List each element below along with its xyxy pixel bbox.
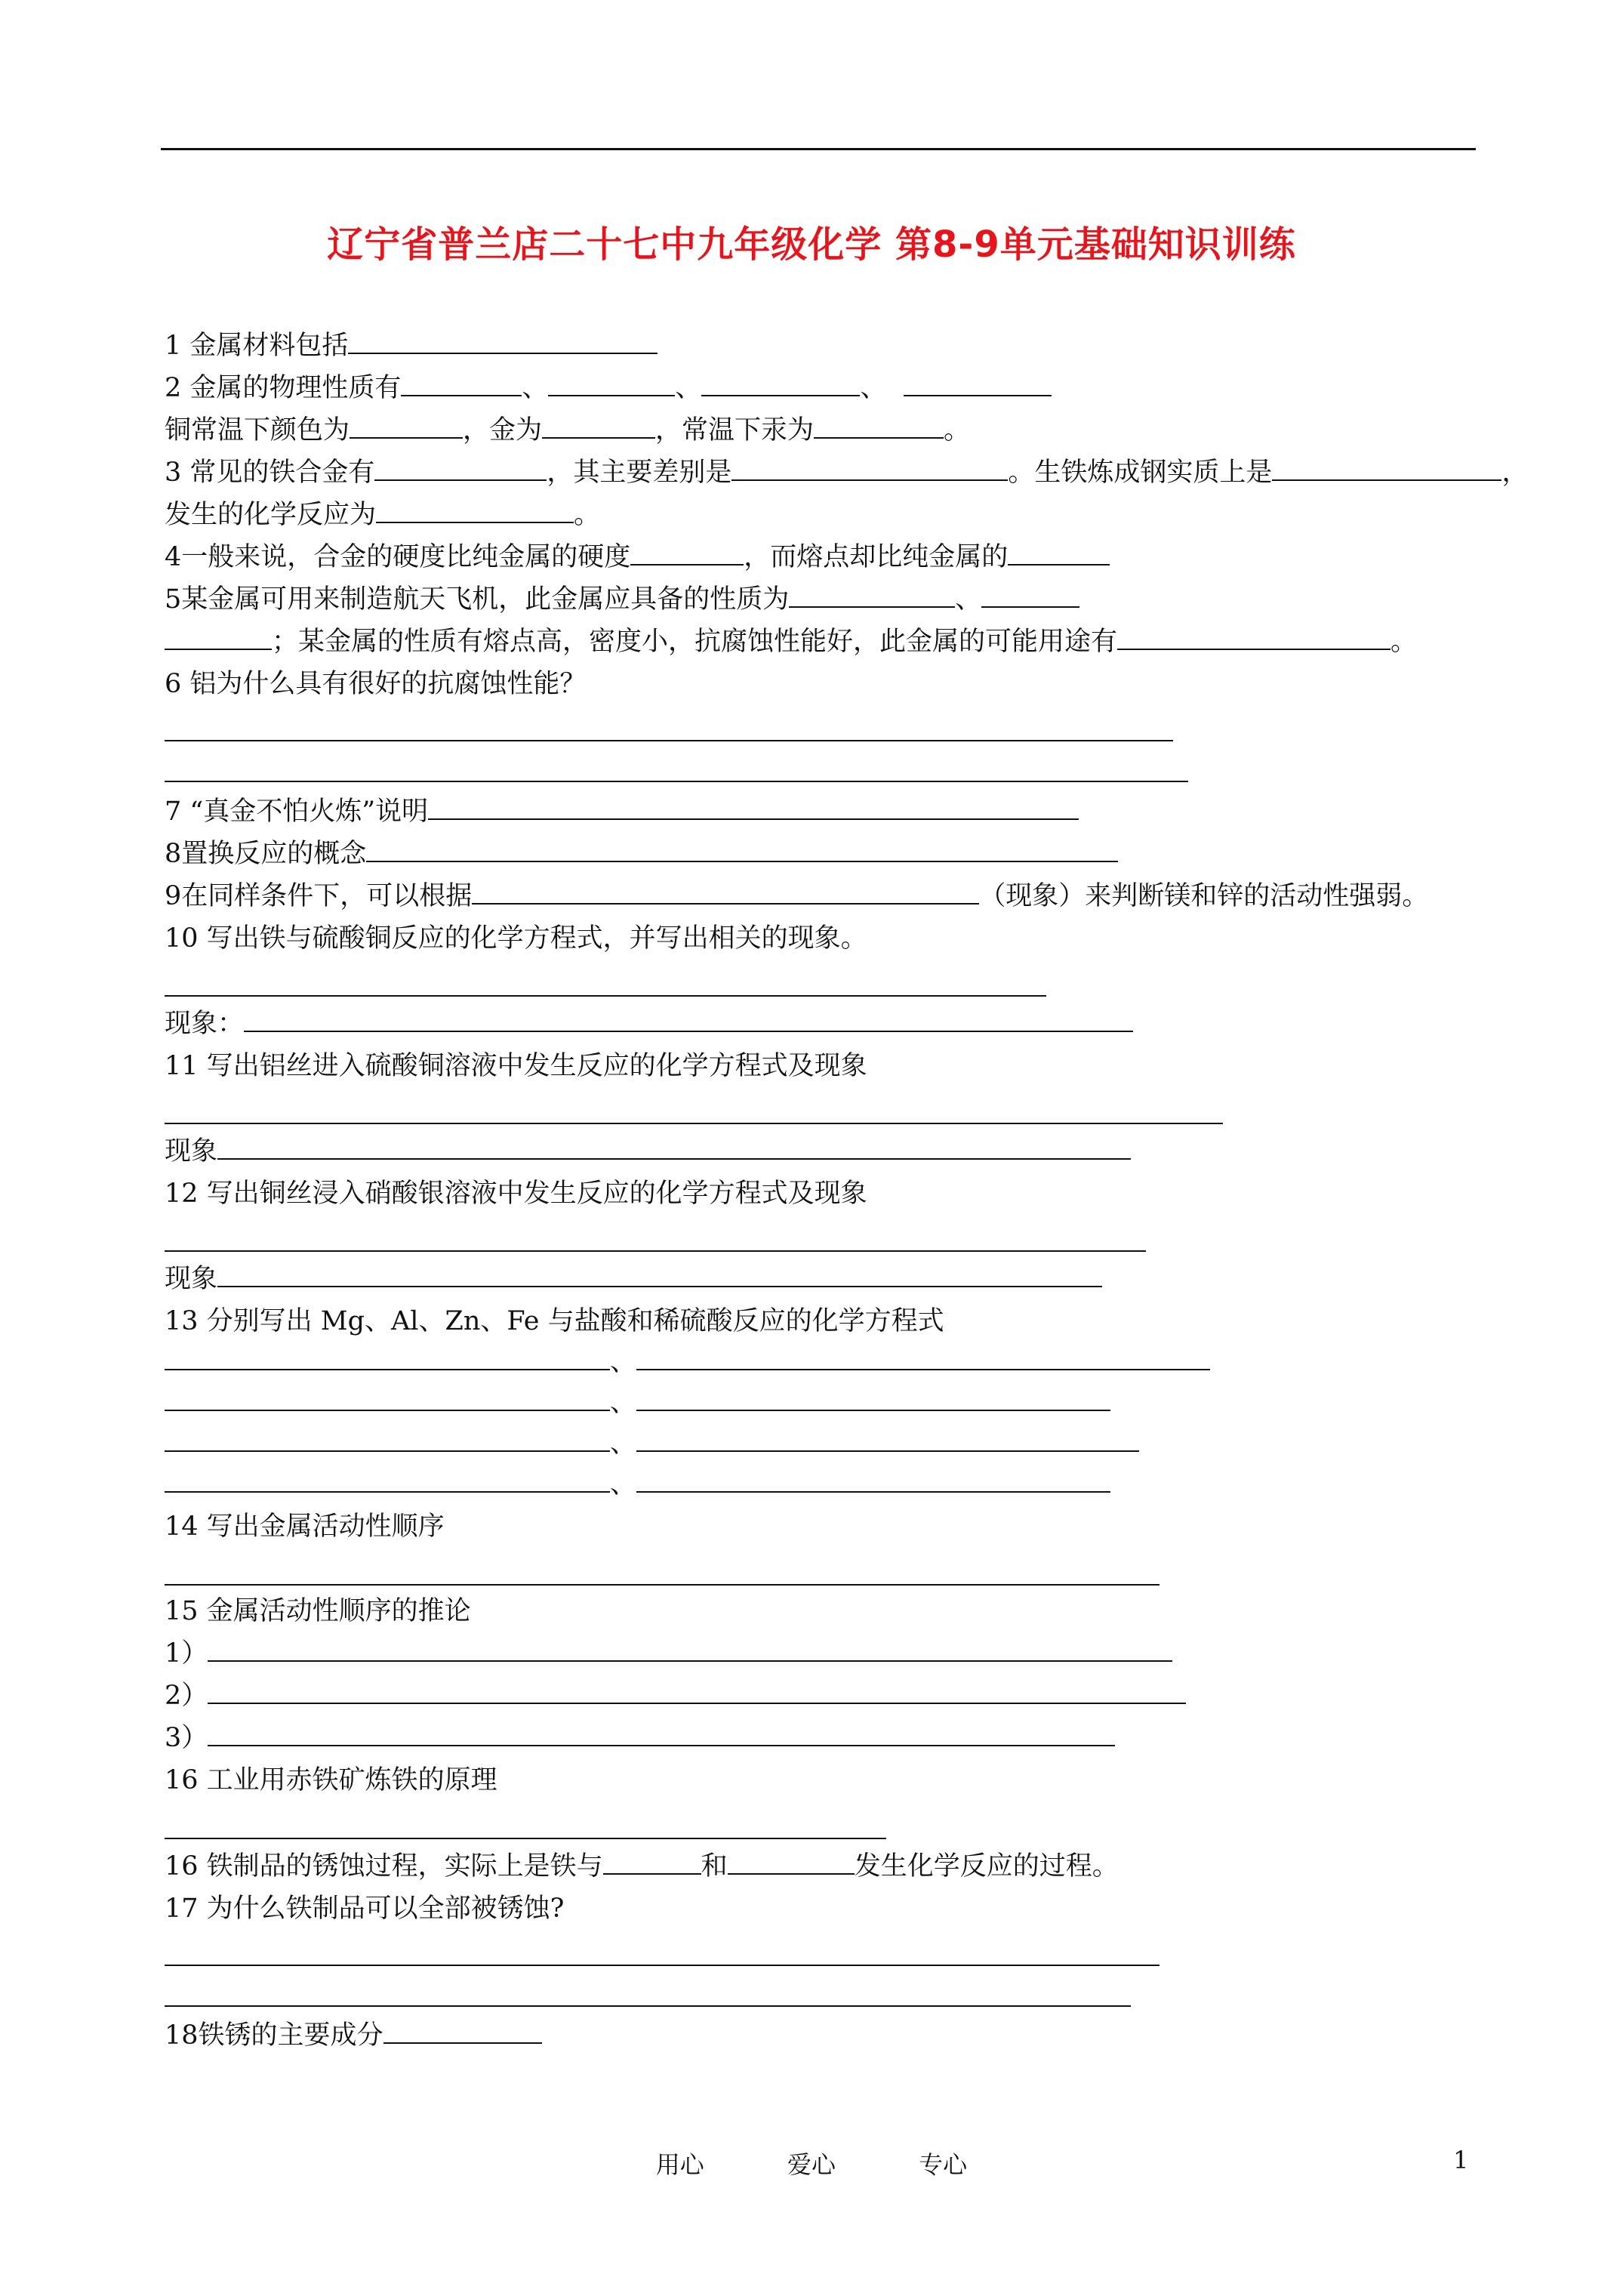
question-2-colors: 铜常温下颜色为 ，金为 ，常温下汞为 。 xyxy=(165,415,971,445)
answer-blank[interactable] xyxy=(208,1722,1115,1746)
answer-blank[interactable] xyxy=(542,415,655,439)
footer xyxy=(0,2146,1623,2180)
answer-blank[interactable] xyxy=(374,457,547,481)
answer-blank[interactable] xyxy=(548,372,675,396)
question-6: 6 铝为什么具有很好的抗腐蚀性能？ xyxy=(165,669,587,699)
answer-line[interactable] xyxy=(165,1584,1160,1586)
answer-blank[interactable] xyxy=(1008,541,1110,566)
answer-blank[interactable] xyxy=(731,457,1008,481)
question-4: 4一般来说，合金的硬度比纯金属的硬度 ，而熔点却比纯金属的 xyxy=(165,541,1110,574)
answer-blank[interactable] xyxy=(636,1469,1110,1493)
answer-line[interactable] xyxy=(165,995,1046,997)
question-10: 10 写出铁与硫酸铜反应的化学方程式，并写出相关的现象。 xyxy=(165,923,867,954)
answer-blank[interactable] xyxy=(636,1346,1210,1370)
question-10-phenomenon: 现象： xyxy=(165,1007,1133,1040)
answer-blank[interactable] xyxy=(636,1428,1139,1452)
question-1: 1 金属材料包括 xyxy=(165,329,658,362)
answer-blank[interactable] xyxy=(789,584,955,608)
equation-row: 、 xyxy=(165,1386,1110,1419)
answer-blank[interactable] xyxy=(217,1136,1131,1160)
question-11: 11 写出铝丝进入硫酸铜溶液中发生反应的化学方程式及现象 xyxy=(165,1051,867,1081)
question-3: 3 常见的铁合金有 ，其主要差别是 。生铁炼成钢实质上是 ， xyxy=(165,458,1529,488)
answer-blank[interactable] xyxy=(603,1851,701,1875)
answer-blank[interactable] xyxy=(401,372,522,396)
inference-2: 2） xyxy=(165,1679,1186,1712)
page-title: 辽宁省普兰店二十七中九年级化学 第8-9单元基础知识训练 xyxy=(327,223,1296,266)
answer-blank[interactable] xyxy=(428,796,1079,820)
question-2: 2 金属的物理性质有 、 、 、 xyxy=(165,371,1052,405)
page-number: 1 xyxy=(1453,2146,1469,2174)
inference-3: 3） xyxy=(165,1721,1115,1755)
answer-blank[interactable] xyxy=(981,584,1079,608)
question-12: 12 写出铜丝浸入硝酸银溶液中发生反应的化学方程式及现象 xyxy=(165,1179,867,1209)
answer-blank[interactable] xyxy=(165,1428,610,1452)
answer-blank[interactable] xyxy=(701,372,860,396)
question-15: 15 金属活动性顺序的推论 xyxy=(165,1596,471,1626)
question-16-ironmaking: 16 工业用赤铁矿炼铁的原理 xyxy=(165,1765,497,1795)
answer-blank[interactable] xyxy=(165,1387,610,1411)
answer-blank[interactable] xyxy=(348,330,658,354)
answer-blank[interactable] xyxy=(366,838,1118,862)
answer-blank[interactable] xyxy=(636,1387,1110,1411)
equation-row: 、 xyxy=(165,1468,1110,1501)
answer-line[interactable] xyxy=(165,2005,1131,2007)
inference-1: 1） xyxy=(165,1637,1172,1670)
footer-motto-2: 爱心 xyxy=(787,2150,836,2179)
answer-blank[interactable] xyxy=(904,372,1052,396)
question-8: 8置换反应的概念 xyxy=(165,837,1118,871)
equation-row: 、 xyxy=(165,1427,1139,1460)
answer-line[interactable] xyxy=(165,1123,1223,1124)
answer-blank[interactable] xyxy=(376,499,574,523)
question-16-rusting: 16 铁制品的锈蚀过程，实际上是铁与 和 发生化学反应的过程。 xyxy=(165,1851,1119,1881)
answer-line[interactable] xyxy=(165,1838,886,1839)
answer-blank[interactable] xyxy=(1117,626,1390,650)
answer-blank[interactable] xyxy=(165,626,272,650)
answer-blank[interactable] xyxy=(728,1851,855,1875)
answer-blank[interactable] xyxy=(208,1680,1186,1704)
answer-blank[interactable] xyxy=(350,415,463,439)
question-11-phenomenon: 现象 xyxy=(165,1135,1131,1168)
question-13: 13 分别写出 Mg、Al、Zn、Fe 与盐酸和稀硫酸反应的化学方程式 xyxy=(165,1306,944,1336)
question-18: 18铁锈的主要成分 xyxy=(165,2019,542,2052)
answer-blank[interactable] xyxy=(814,415,944,439)
question-12-phenomenon: 现象 xyxy=(165,1262,1102,1296)
question-3-reaction: 发生的化学反应为 。 xyxy=(165,500,601,530)
answer-blank[interactable] xyxy=(208,1638,1172,1662)
equation-row: 、 xyxy=(165,1345,1210,1379)
answer-blank[interactable] xyxy=(165,1469,610,1493)
answer-blank[interactable] xyxy=(165,1346,610,1370)
header-rule xyxy=(161,148,1476,150)
answer-line[interactable] xyxy=(165,1965,1160,1966)
answer-line[interactable] xyxy=(165,1250,1146,1252)
answer-blank[interactable] xyxy=(472,880,979,905)
answer-blank[interactable] xyxy=(383,2020,542,2044)
answer-blank[interactable] xyxy=(217,1263,1102,1287)
answer-blank[interactable] xyxy=(630,541,744,566)
question-7: 7 “真金不怕火炼”说明 xyxy=(165,795,1079,828)
footer-motto-3: 专心 xyxy=(919,2150,968,2179)
question-5: 5某金属可用来制造航天飞机，此金属应具备的性质为 、 xyxy=(165,583,1079,616)
question-5-use: ；某金属的性质有熔点高，密度小，抗腐蚀性能好，此金属的可能用途有 。 xyxy=(165,625,1417,658)
question-14: 14 写出金属活动性顺序 xyxy=(165,1512,445,1542)
question-9: 9在同样条件下，可以根据 （现象）来判断镁和锌的活动性强弱。 xyxy=(165,881,1429,911)
answer-blank[interactable] xyxy=(1272,457,1501,481)
answer-line[interactable] xyxy=(165,740,1173,741)
question-17: 17 为什么铁制品可以全部被锈蚀? xyxy=(165,1894,565,1924)
answer-line[interactable] xyxy=(165,781,1188,782)
footer-motto-1: 用心 xyxy=(655,2150,704,2179)
answer-blank[interactable] xyxy=(244,1008,1133,1032)
